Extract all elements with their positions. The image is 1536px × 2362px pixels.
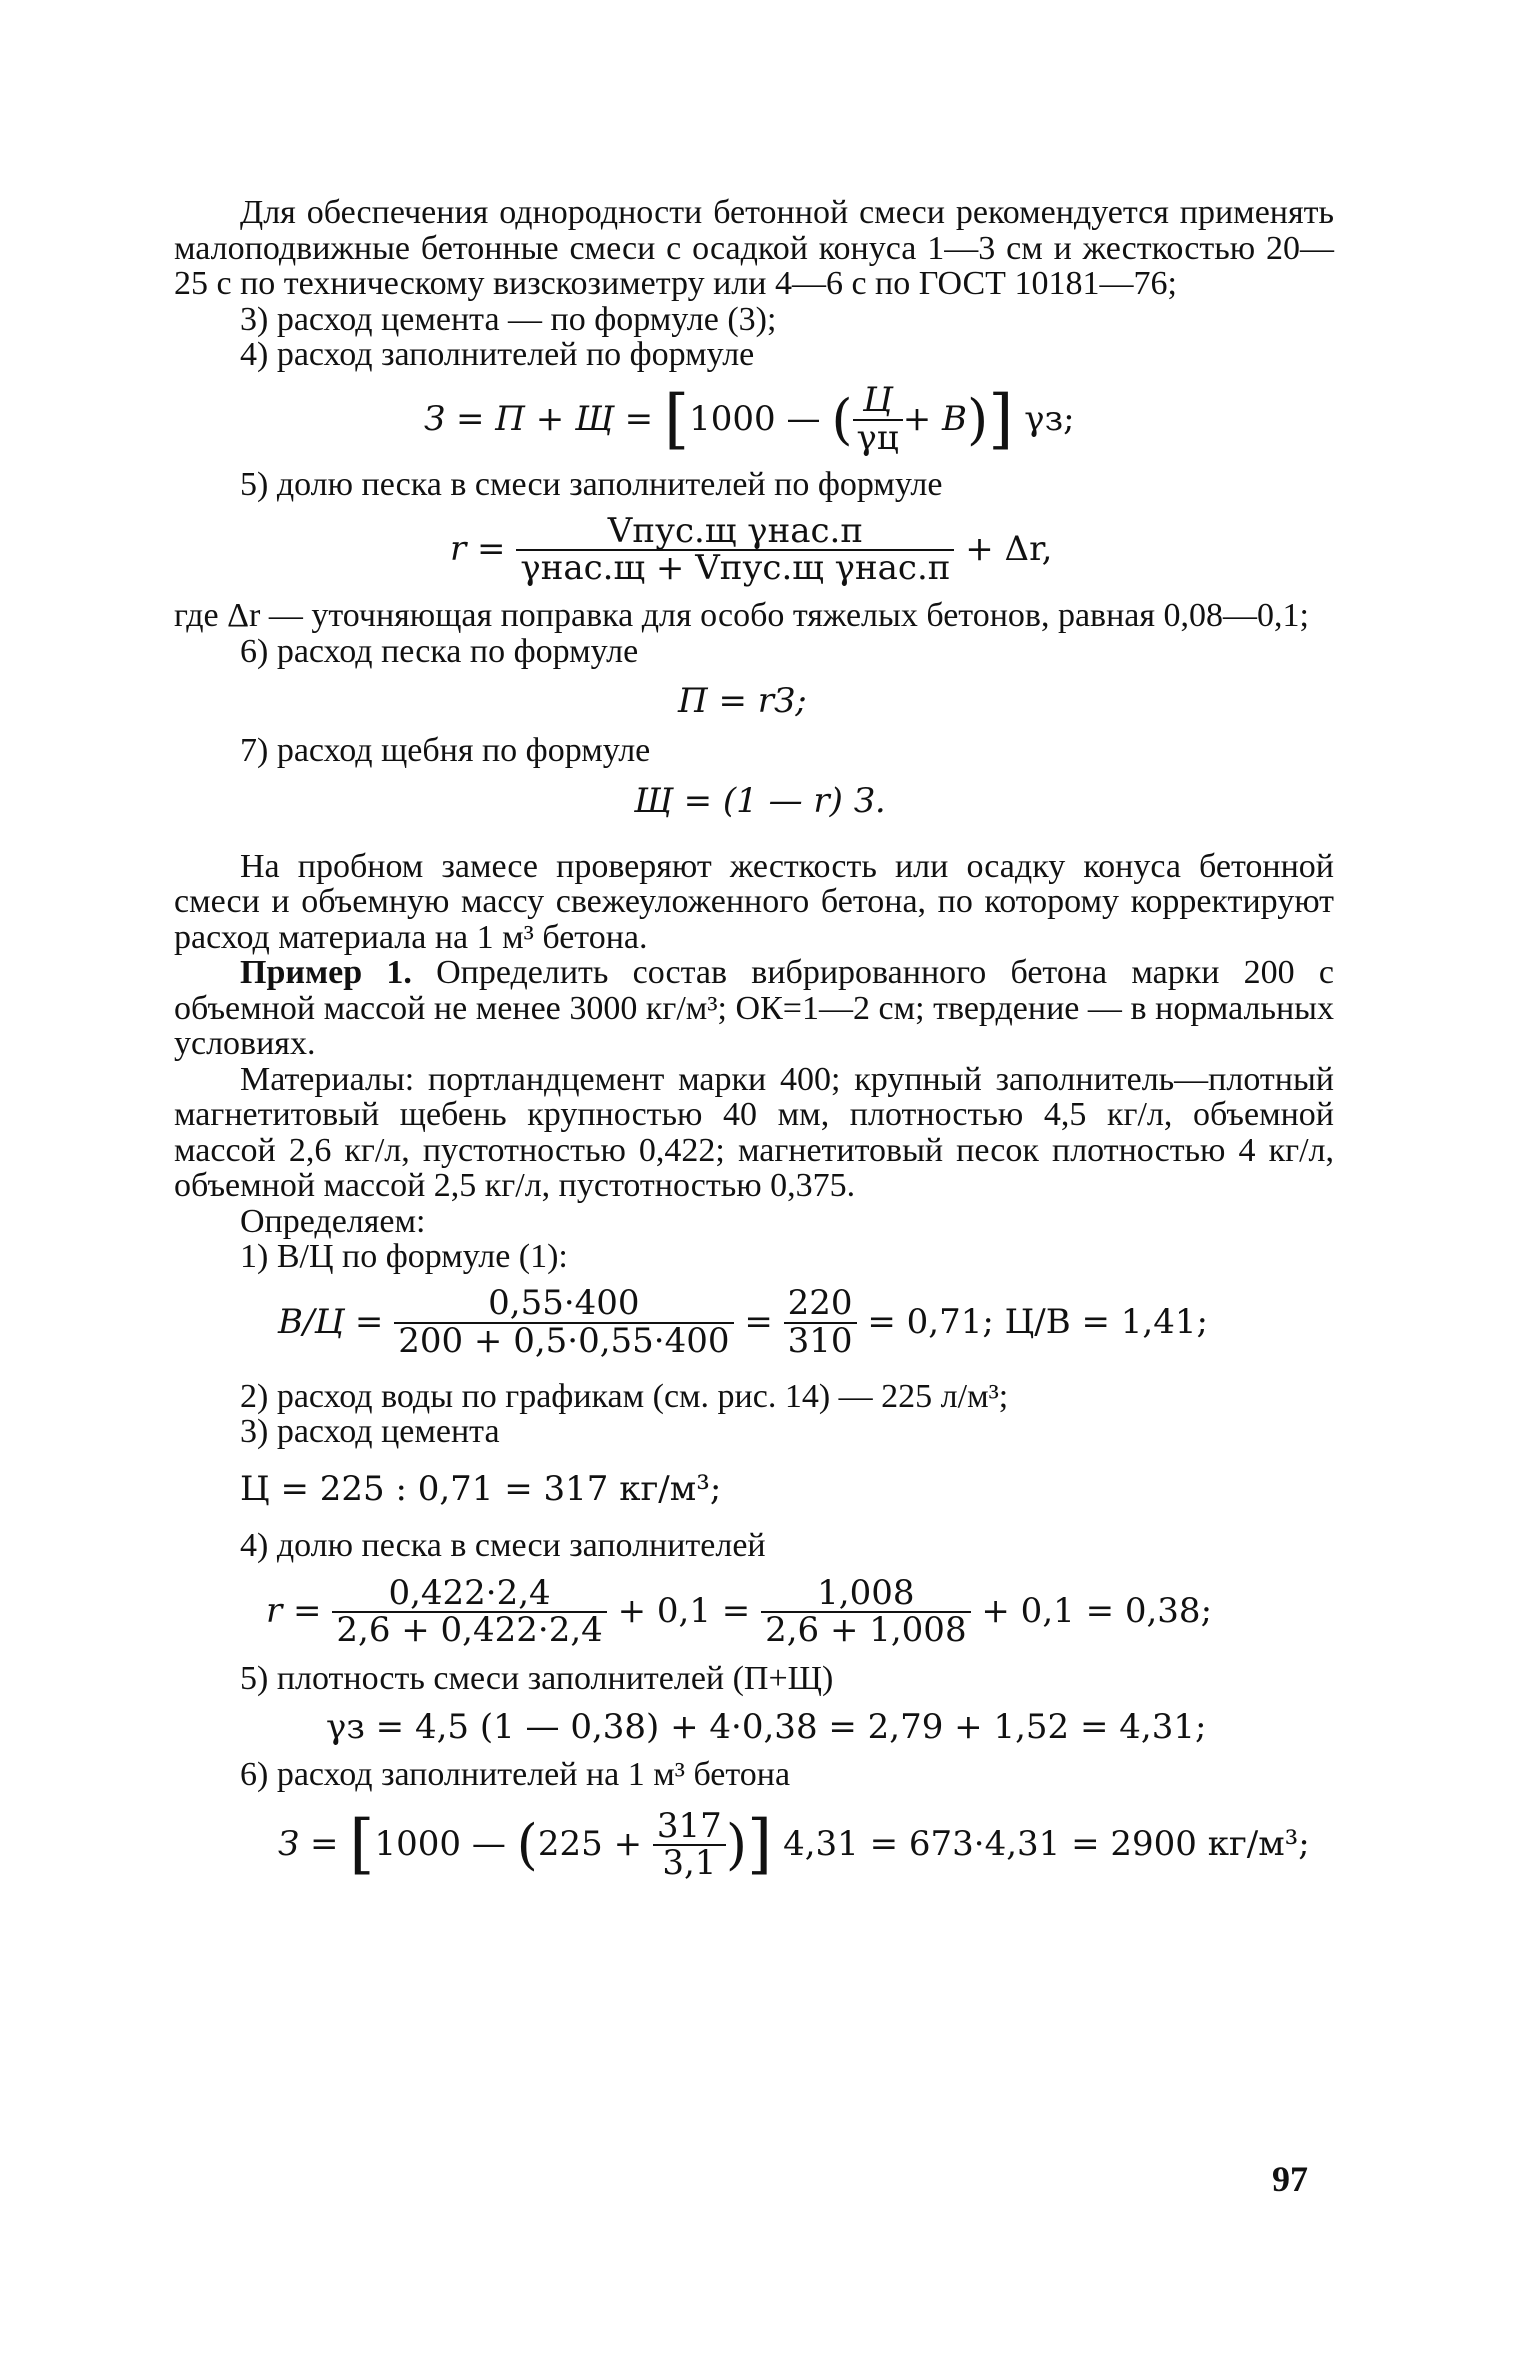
formula-sand-fraction: r = $\frac{\text{Vпус.щ γнас.п}}{\text{γнас.щ + Vпус.щ γнас.п}}$ + Δr,: [450, 510, 1053, 588]
example-label: Пример 1.: [240, 954, 412, 991]
formula-sand-share: r = $\frac{0,422\cdot 2,4}{2,6 + 0,422\cdot 2,4}$ + 0,1 = $\frac{1,008}{2,6 + 1,008}$ + 0,1 = 0,38;: [266, 1572, 1213, 1650]
trial-paragraph: На пробном замесе проверяют жесткость или осадку конуса бетонной смеси и объемную массу свежеуложенного бетона, по которому корректируют расход материала на 1 м³ бетона.: [174, 847, 1334, 956]
formula-sand: П = rЗ;: [678, 681, 807, 721]
determine-label: Определяем:: [240, 1202, 426, 1240]
step-4: 4) долю песка в смеси заполнителей: [240, 1526, 766, 1564]
fraction: $\frac{0,422\cdot 2,4}{2,6 + 0,422\cdot 2,4}$: [332, 1576, 606, 1649]
step-5: 5) плотность смеси заполнителей (П+Щ): [240, 1660, 834, 1697]
list-item-3: 3) расход цемента — по формуле (3);: [240, 300, 777, 338]
page-number: 97: [1272, 2159, 1308, 2199]
step-3: 3) расход цемента: [240, 1413, 500, 1450]
formula-cement: Ц = 225 : 0,71 = 317 кг/м³;: [240, 1468, 722, 1509]
fraction: $\frac{0,55\cdot 400}{200 + 0,5\cdot 0,55\cdot 400}$: [394, 1286, 733, 1359]
where-paragraph: где Δr — уточняющая поправка для особо тяжелых бетонов, равная 0,08—0,1;: [174, 597, 1309, 634]
formula-wc-ratio: В/Ц = $\frac{0,55\cdot 400}{200 + 0,5\cdot 0,55\cdot 400}$ = $\frac{220}{310}$ = 0,71; Ц/В = 1,41;: [278, 1283, 1208, 1361]
materials-paragraph: Материалы: портландцемент марки 400; крупный заполнитель—плотный магнетитовый щебень крупностью 40 мм, плотностью 4,5 кг/л, объемной массой 2,6 кг/л, пустотностью 0,422; магнетитовый песок плотностью 4 кг/л, объемной массой 2,5 кг/л, пустотностью 0,375.: [174, 1060, 1334, 1204]
list-item-6: 6) расход песка по формуле: [240, 632, 639, 670]
step-2: 2) расход воды по графикам (см. рис. 14) — 225 л/м³;: [240, 1377, 1009, 1415]
step-6: 6) расход заполнителей на 1 м³ бетона: [240, 1755, 791, 1793]
fraction: $\frac{\text{Vпус.щ γнас.п}}{\text{γнас.щ + Vпус.щ γнас.п}}$: [516, 514, 954, 587]
fraction: $\frac{220}{310}$: [784, 1286, 857, 1359]
formula-aggregates: З = П + Щ = [ 1000 — ( $\frac{Ц}{\gamma ц}$ + В ) ] γз;: [424, 380, 1075, 458]
fraction: $\frac{Ц}{\gamma ц}$: [853, 383, 903, 456]
intro-paragraph: Для обеспечения однородности бетонной смеси рекомендуется применять малоподвижные бетонные смеси с осадкой конуса 1—3 см и жесткостью 20—25 с по техническому визскозиметру или 4—6 с по ГОСТ 10181—76;: [174, 194, 1334, 302]
formula-aggregate-consumption: З = [ 1000 — ( 225 + $\frac{317}{3,1}$ ) ] 4,31 = 673·4,31 = 2900 кг/м³;: [278, 1805, 1310, 1883]
formula-density: γз = 4,5 (1 — 0,38) + 4·0,38 = 2,79 + 1,52 = 4,31;: [326, 1706, 1207, 1747]
page-body: [174, 195, 1334, 1898]
step-1: 1) В/Ц по формуле (1):: [240, 1238, 568, 1275]
list-item-5: 5) долю песка в смеси заполнителей по формуле: [240, 465, 943, 503]
example-paragraph: Пример 1. Определить состав вибрированного бетона марки 200 с объемной массой не менее 3000 кг/м³; ОК=1—2 см; твердение — в нормальных условиях.: [174, 954, 1334, 1062]
fraction: $\frac{317}{3,1}$: [653, 1809, 726, 1882]
formula-gravel: Щ = (1 — r) З.: [634, 780, 886, 821]
list-item-7: 7) расход щебня по формуле: [240, 732, 651, 769]
list-item-4: 4) расход заполнителей по формуле: [240, 336, 755, 373]
fraction: $\frac{1,008}{2,6 + 1,008}$: [761, 1576, 971, 1649]
